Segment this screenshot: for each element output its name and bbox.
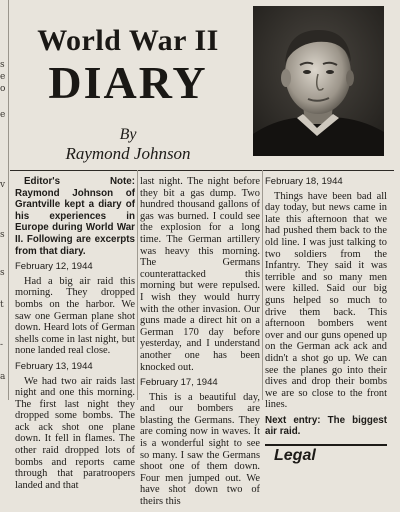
headline-line-1: World War II bbox=[37, 24, 219, 57]
headline-line-2: DIARY bbox=[48, 57, 208, 108]
adjacent-text-fragment: s bbox=[0, 268, 5, 278]
legal-section-heading: Legal bbox=[274, 447, 316, 465]
adjacent-text-fragment: v bbox=[0, 180, 6, 190]
article-column-1 bbox=[15, 176, 135, 495]
adjacent-column-edge bbox=[0, 0, 9, 400]
headline-block bbox=[10, 0, 246, 170]
entry-date: February 12, 1944 bbox=[15, 261, 93, 273]
editors-note: Editor's Note: Raymond Johnson of Grantville kept a diary of his experiences in Europe during World War II. Following are excerpts from that diary. bbox=[15, 176, 135, 257]
adjacent-text-fragment: a bbox=[0, 372, 6, 382]
column-rule-1 bbox=[137, 170, 138, 400]
entry-date: February 13, 1944 bbox=[15, 360, 93, 372]
entry-text: We had two air raids last night and one this morning. The first last night they dropped some bombs. The ack ack shot one plane down. It fell in flames. The other raid dropped lots of bombs and reports came through that paratroopers landed and that bbox=[15, 375, 135, 491]
author-portrait-photo bbox=[253, 6, 384, 156]
adjacent-text-fragment: s bbox=[0, 230, 5, 240]
adjacent-text-fragment: t bbox=[0, 300, 4, 310]
portrait-photo-icon bbox=[253, 6, 384, 156]
adjacent-text-fragment: o bbox=[0, 84, 6, 94]
entry-date: February 18, 1944 bbox=[265, 176, 343, 187]
adjacent-text-fragment: - bbox=[0, 340, 4, 350]
byline-author: Raymond Johnson bbox=[65, 144, 191, 163]
entry-continuation: last night. The night before they bit a gas dump. Two hundred thousand gallons of gas was burned. I could see the explosion for a long time. The German artillery was heavy this morning. The Germans counterattacked this morning but were repulsed. I wish they would hurry with the other invasion. Our guns made a direct hit on a German 170 day before yesterday, and I understand another one has been knocked out. bbox=[140, 176, 260, 373]
entry-date: February 17, 1944 bbox=[140, 377, 218, 389]
column-rule-2 bbox=[262, 170, 263, 400]
adjacent-text-fragment: s bbox=[0, 60, 5, 70]
article-column-3 bbox=[265, 176, 387, 466]
section-divider bbox=[265, 444, 387, 446]
byline-by: By bbox=[119, 126, 137, 143]
entry-text: This is a beautiful day, and our bombers are blasting the Germans. They are coming now in waves. It is a wonderful sight to see so many. I saw the Germans shoot one of them down. Four men jumped out. We have shot down two of theirs this bbox=[140, 391, 260, 508]
next-entry-teaser: Next entry: The biggest air raid. bbox=[265, 414, 387, 438]
adjacent-text-fragment: e bbox=[0, 72, 6, 82]
entry-text: Things have been bad all day today, but news came in late this afternoon that we had pushed them back to the old line. I was just talking to two soldiers from the Infantry. They said it was terrible and so many men were killed. Said our big guns helped so much to drive them back. This afternoon bombers went over and our guns opened up on the German ack ack and didn't a shot go up. We can see the planes go into their dives and drop their bombs we are so close to the front lines. bbox=[265, 190, 387, 411]
adjacent-text-fragment: e bbox=[0, 110, 6, 120]
entry-text: Had a big air raid this morning. They dropped bombs on the harbor. We saw one German plane shot down. Heard lots of German shells come in last night, but none landed real close. bbox=[15, 275, 135, 357]
article-column-2 bbox=[140, 176, 260, 512]
